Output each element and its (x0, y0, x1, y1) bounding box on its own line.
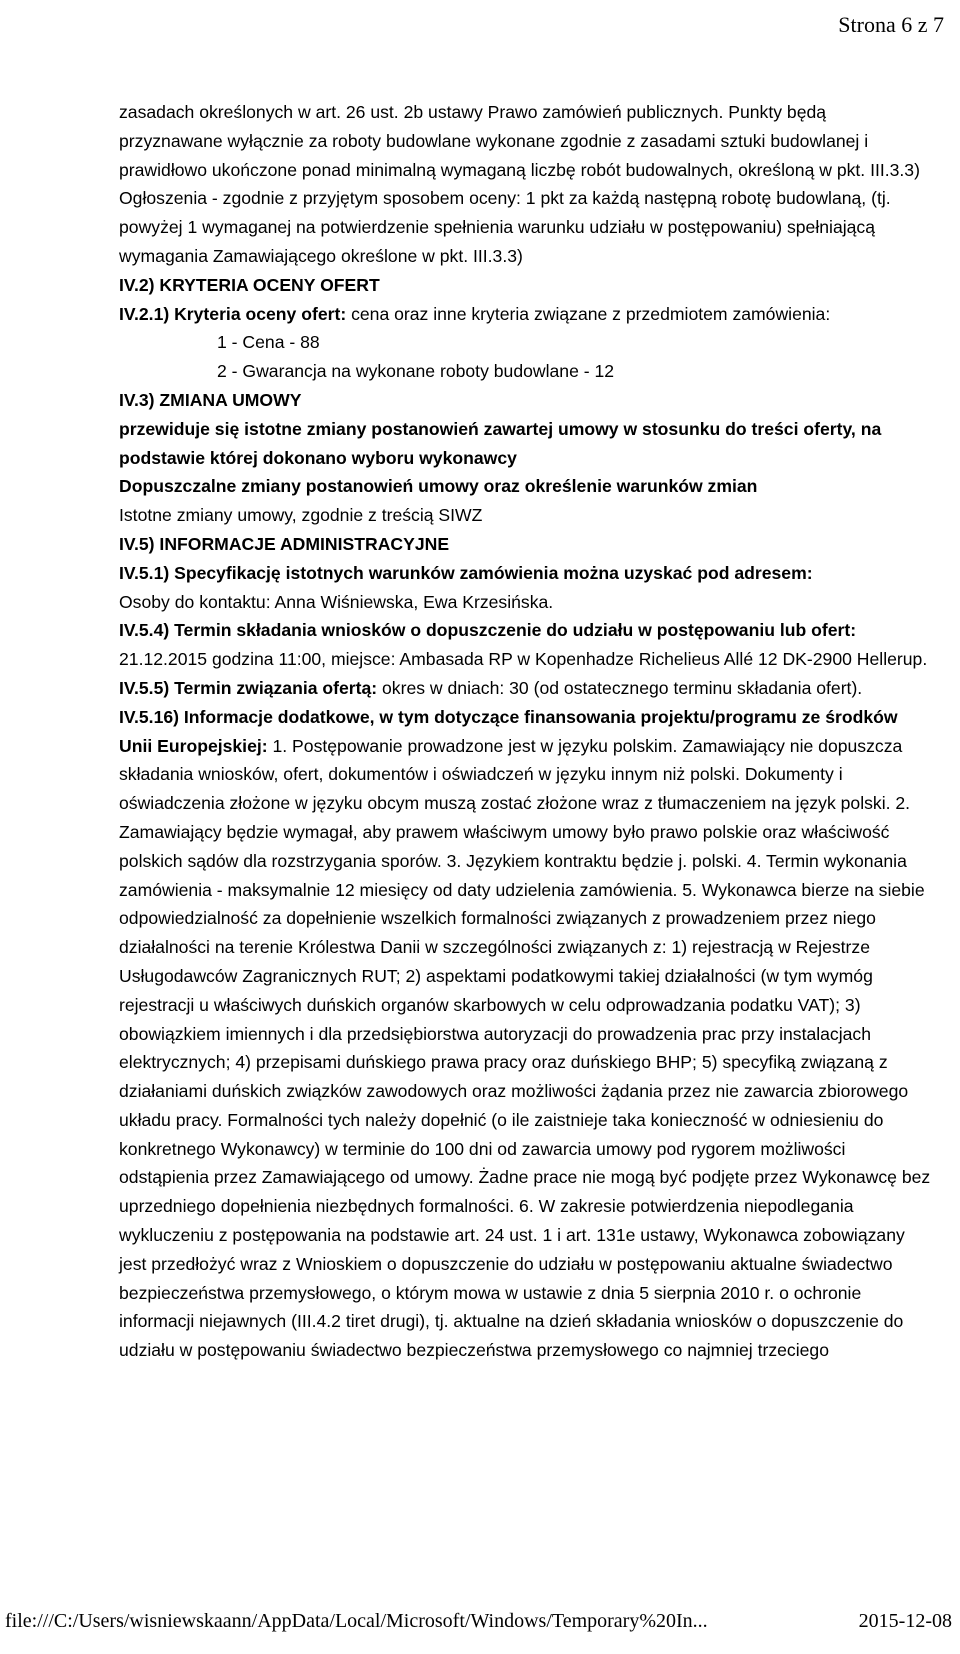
paragraph (119, 472, 934, 501)
paragraph (119, 98, 934, 271)
paragraph (119, 674, 934, 703)
print-footer (0, 1610, 960, 1633)
paragraph-text: Osoby do kontaktu: Anna Wiśniewska, Ewa Krzesińska. (119, 591, 554, 612)
section-heading: IV.5.1) Specyfikację istotnych warunków zamówienia można uzyskać pod adresem: (119, 562, 813, 583)
paragraph (119, 271, 934, 300)
section-heading: przewiduje się istotne zmiany postanowień zawartej umowy w stosunku do treści oferty, na podstawie której dokonano wyboru wykonawcy (119, 418, 882, 468)
paragraph-text: 1. Postępowanie prowadzone jest w języku polskim. Zamawiający nie dopuszcza składania wniosków, ofert, dokumentów i oświadczeń w języku innym niż polski. Dokumenty i oświadczenia złożone w języku obcym muszą zostać złożone wraz z tłumaczeniem na język polski. 2. Zamawiający będzie wymagał, aby prawem właściwym umowy było prawo polskie oraz właściwość polskich sądów dla rozstrzygania sporów. 3. Językiem kontraktu będzie j. polski. 4. Termin wykonania zamówienia - maksymalnie 12 miesięcy od daty udzielenia zamówienia. 5. Wykonawca bierze na siebie odpowiedzialność za dopełnienie wszelkich formalności związanych z prowadzeniem przez niego działalności na terenie Królestwa Danii w szczególności związanych z: 1) rejestracją w Rejestrze Usługodawców Zagranicznych RUT; 2) aspektami podatkowymi takiej działalności (w tym wymóg rejestracji u właściwych duńskich organów skarbowych w celu odprowadzania podatku VAT); 3) obowiązkiem imiennych i dla przedsiębiorstwa autoryzacji do prowadzenia prac przy instalacjach elektrycznych; 4) przepisami duńskiego prawa pracy oraz duńskiego BHP; 5) specyfiką związaną z działaniami duńskich związków zawodowych oraz możliwości żądania przez nie zawarcia zbiorowego układu pracy. Formalności tych należy dopełnić (o ile zaistnieje taka konieczność w odniesieniu do konkretnego Wykonawcy) w terminie do 100 dni od zawarcia umowy pod rygorem możliwości odstąpienia przez Zamawiającego od umowy. Żadne prace nie mogą być podjęte przez Wykonawcę bez uprzedniego dopełnienia niezbędnych formalności. 6. W zakresie potwierdzenia niepodlegania wykluczeniu z postępowania na podstawie art. 24 ust. 1 i art. 131e ustawy, Wykonawca zobowiązany jest przedłożyć wraz z Wnioskiem o dopuszczenie do udziału w postępowaniu aktualne świadectwo bezpieczeństwa przemysłowego, o którym mowa w ustawie z dnia 5 sierpnia 2010 r. o ochronie informacji niejawnych (III.4.2 tiret drugi), tj. aktualne na dzień składania wniosków o dopuszczenie do udziału w postępowaniu świadectwo bezpieczeństwa przemysłowego co najmniej trzeciego (119, 735, 931, 1361)
paragraph (119, 616, 934, 674)
section-heading: Dopuszczalne zmiany postanowień umowy oraz określenie warunków zmian (119, 476, 758, 497)
paragraph-text: okres w dniach: 30 (od ostatecznego terminu składania ofert). (377, 677, 863, 698)
paragraph-text: 2 - Gwarancja na wykonane roboty budowlane - 12 (217, 361, 615, 382)
paragraph (119, 530, 934, 559)
paragraph (119, 501, 934, 530)
paragraph (119, 386, 934, 415)
section-heading: IV.5.16) Informacje dodatkowe, w tym dotyczące finansowania projektu/programu ze środków Unii Europejskiej: (119, 706, 898, 756)
section-heading: IV.5.4) Termin składania wniosków o dopuszczenie do udziału w postępowaniu lub ofert: (119, 620, 857, 641)
section-heading: IV.2.1) Kryteria oceny ofert: (119, 303, 347, 324)
footer-file-path: file:///C:/Users/wisniewskaann/AppData/Local/Microsoft/Windows/Temporary%20In... (5, 1610, 708, 1632)
section-heading: IV.3) ZMIANA UMOWY (119, 389, 302, 410)
section-heading: IV.5.5) Termin związania ofertą: (119, 677, 378, 698)
paragraph-text: cena oraz inne kryteria związane z przedmiotem zamówienia: (346, 303, 831, 324)
paragraph-text: 21.12.2015 godzina 11:00, miejsce: Ambasada RP w Kopenhadze Richelieus Allé 12 DK-2900 Hellerup. (119, 649, 928, 670)
paragraph (119, 559, 934, 588)
paragraph (119, 357, 934, 386)
footer-date: 2015-12-08 (858, 1610, 952, 1632)
page-number: Strona 6 z 7 (838, 12, 944, 37)
paragraph-text: zasadach określonych w art. 26 ust. 2b ustawy Prawo zamówień publicznych. Punkty będą przyznawane wyłącznie za roboty budowlane wykonane zgodnie z zasadami sztuki budowlanej i prawidłowo ukończone ponad minimalną wymaganą liczbę robót budowalnych, określoną w pkt. III.3.3) Ogłoszenia - zgodnie z przyjętym sposobem oceny: 1 pkt za każdą następną robotę budowlaną, (tj. powyżej 1 wymaganej na potwierdzenie spełnienia warunku udziału w postępowaniu) spełniającą wymagania Zamawiającego określone w pkt. III.3.3) (119, 102, 920, 266)
paragraph (119, 328, 934, 357)
section-heading: IV.2) KRYTERIA OCENY OFERT (119, 274, 380, 295)
document-body (119, 98, 934, 1365)
paragraph (119, 588, 934, 617)
paragraph (119, 703, 934, 1365)
section-heading: IV.5) INFORMACJE ADMINISTRACYJNE (119, 533, 450, 554)
paragraph-text: Istotne zmiany umowy, zgodnie z treścią SIWZ (119, 505, 483, 526)
paragraph-text: 1 - Cena - 88 (217, 332, 320, 353)
paragraph (119, 415, 934, 473)
paragraph (119, 300, 934, 329)
